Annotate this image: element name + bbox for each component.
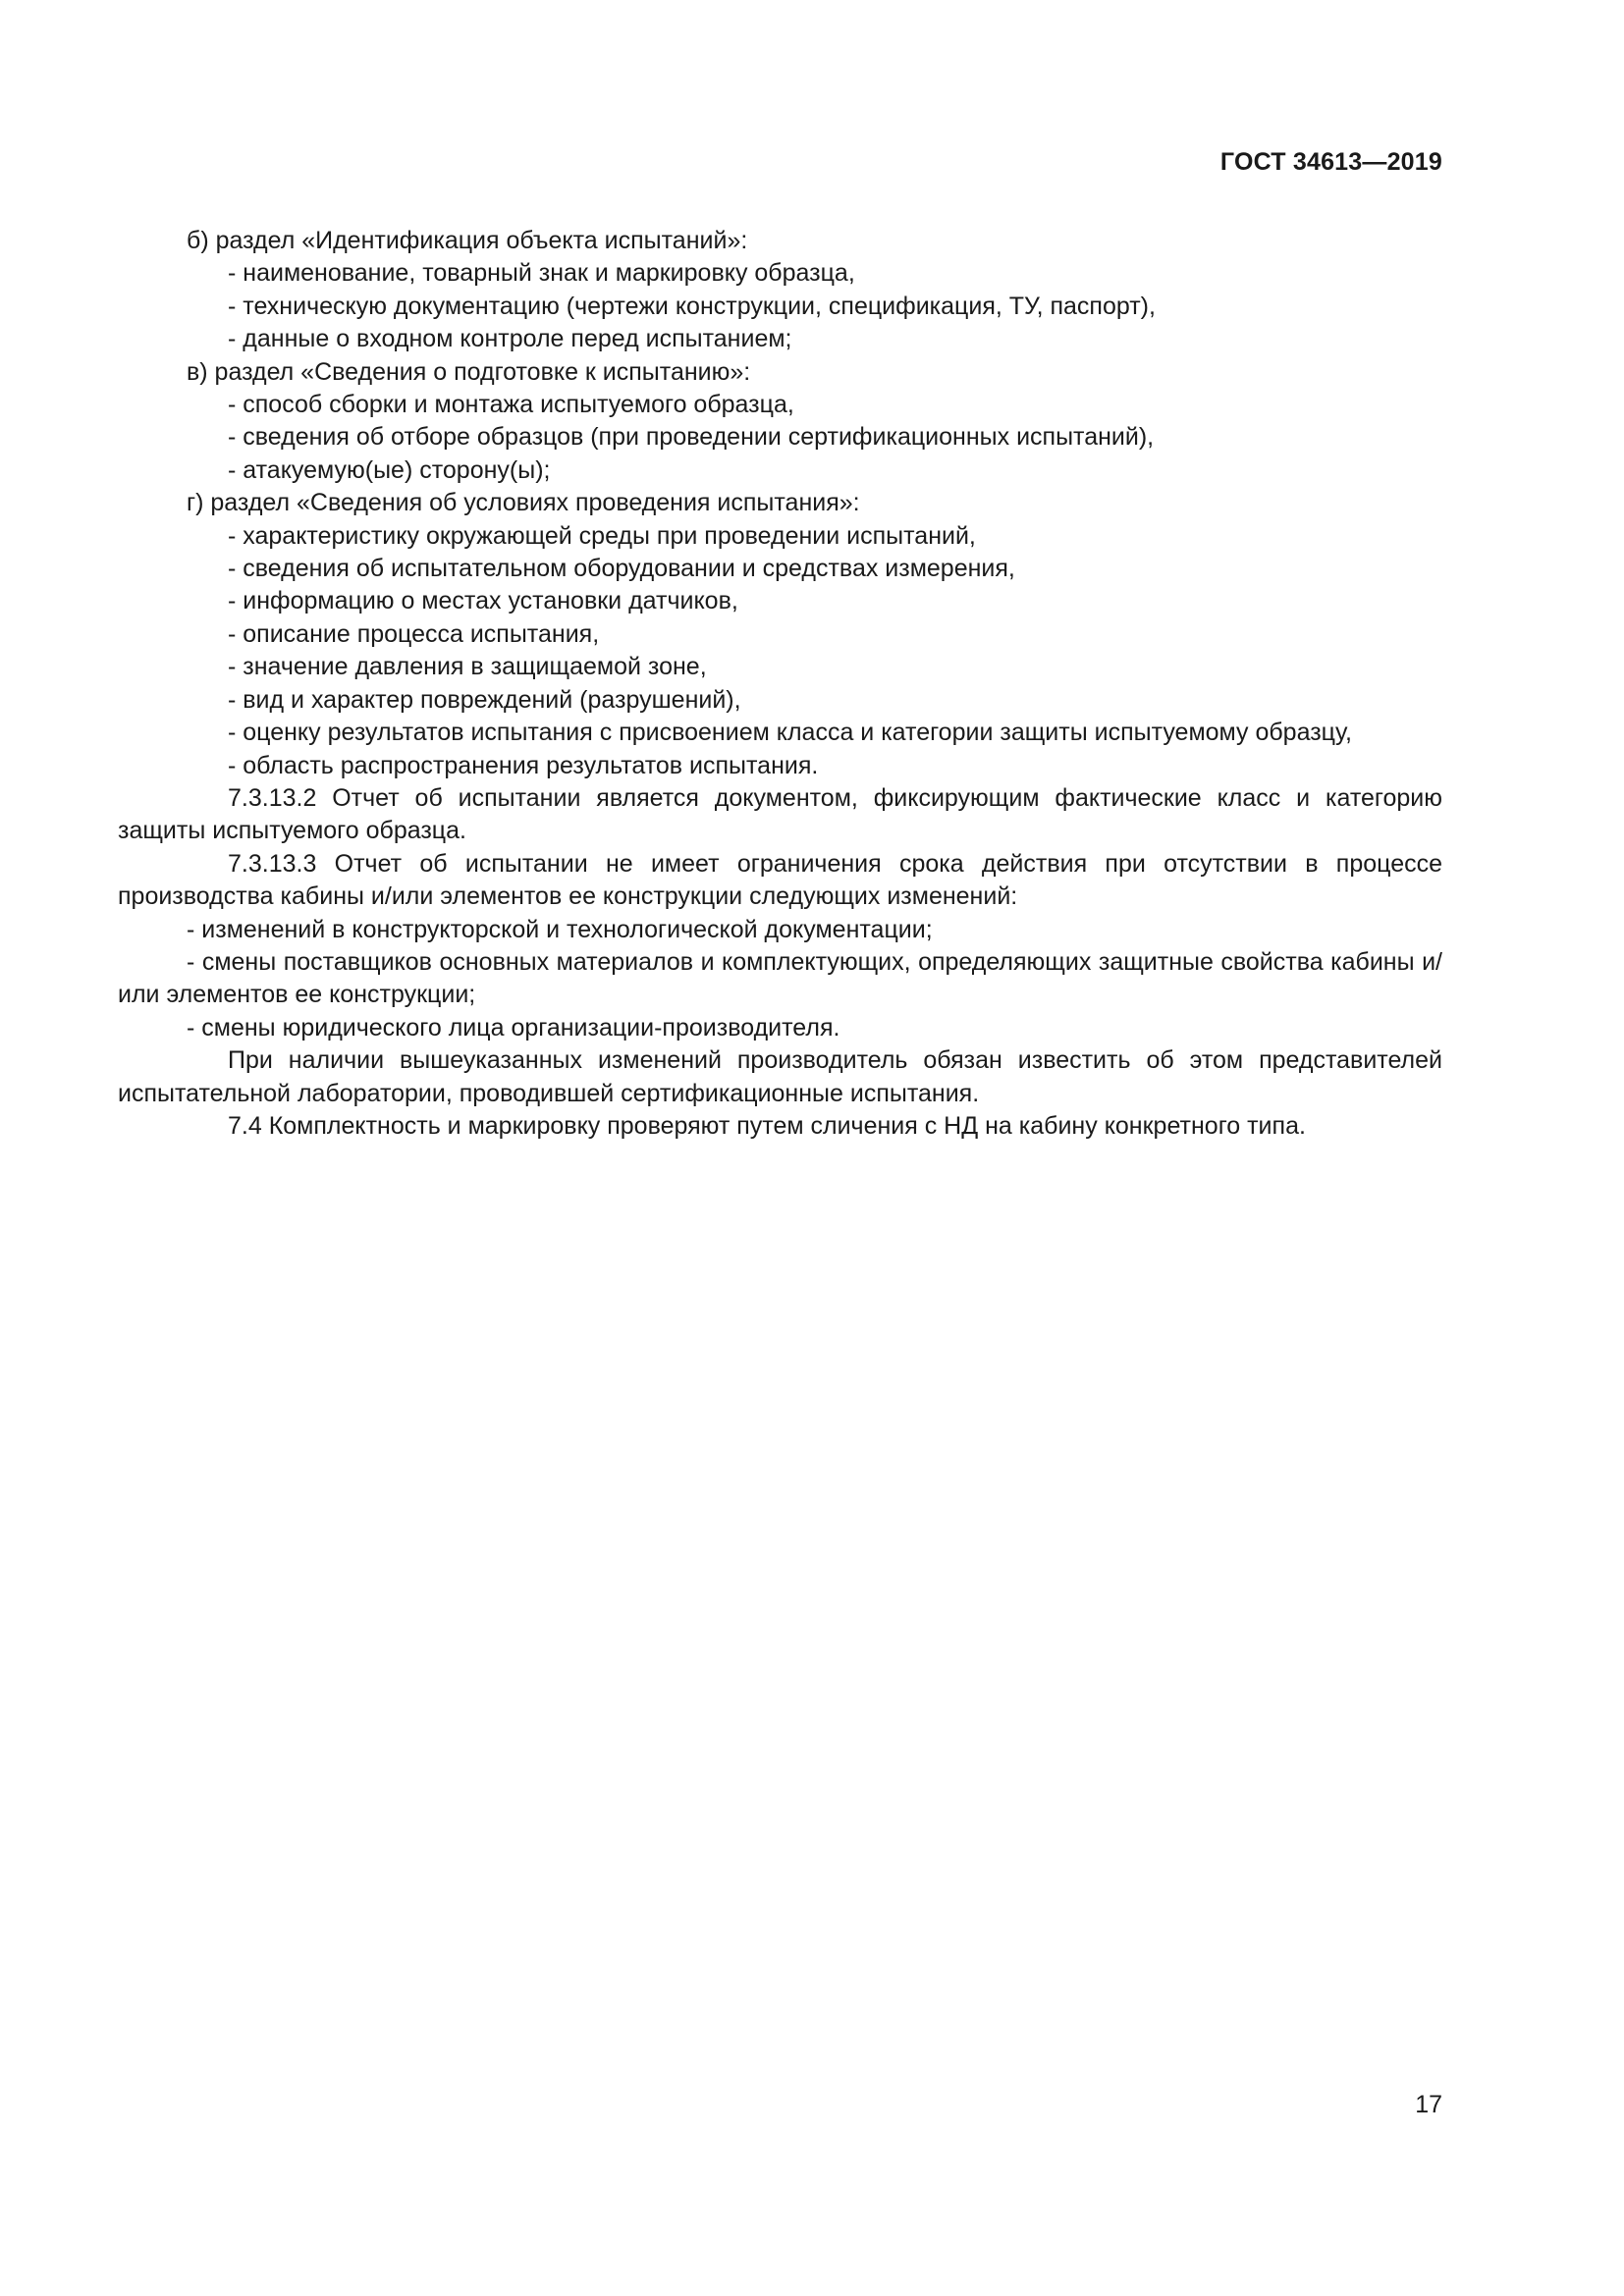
list-item: - характеристику окружающей среды при проведении испытаний, — [228, 521, 976, 550]
change-item: - изменений в конструкторской и технологической документации; — [187, 915, 933, 943]
list-item: - наименование, товарный знак и маркировку образца, — [228, 259, 855, 288]
change-item-wrapped: - смены поставщиков основных материалов и комплектующих, определяющих защитные свойства кабины и/или элементов ее конструкции; — [118, 947, 1442, 1009]
paragraph-7-3-13-3: 7.3.13.3 Отчет об испытании не имеет ограничения срока действия при отсутствии в процессе производства кабины и/или элементов ее конструкции следующих изменений: — [118, 849, 1442, 911]
list-item: - данные о входном контроле перед испытанием; — [228, 325, 792, 353]
paragraph-notice: При наличии вышеуказанных изменений производитель обязан известить об этом представителей испытательной лаборатории, проводившей сертификационные испытания. — [118, 1046, 1442, 1107]
list-item: - вид и характер повреждений (разрушений), — [228, 685, 741, 714]
paragraph-7-4: 7.4 Комплектность и маркировку проверяют путем сличения с НД на кабину конкретного типа. — [228, 1111, 1306, 1140]
list-item: - сведения об отборе образцов (при проведении сертификационных испытаний), — [228, 423, 1155, 452]
list-item-wrapped: - оценку результатов испытания с присвоением класса и категории защиты испытуемому образцу, — [228, 719, 1352, 747]
change-item: - смены юридического лица организации-производителя. — [187, 1013, 840, 1041]
list-item: - способ сборки и монтажа испытуемого образца, — [228, 391, 794, 419]
list-item: - значение давления в защищаемой зоне, — [228, 653, 707, 681]
list-item: - техническую документацию (чертежи конструкции, спецификация, ТУ, паспорт), — [228, 292, 1156, 320]
paragraph-7-3-13-2: 7.3.13.2 Отчет об испытании является документом, фиксирующим фактические класс и категорию защиты испытуемого образца. — [118, 783, 1442, 845]
list-item: - информацию о местах установки датчиков, — [228, 587, 738, 615]
list-item: - описание процесса испытания, — [228, 619, 600, 648]
list-item: - сведения об испытательном оборудовании и средствах измерения, — [228, 555, 1015, 583]
section-b-heading: б) раздел «Идентификация объекта испытаний»: — [187, 227, 748, 254]
section-v-heading: в) раздел «Сведения о подготовке к испытанию»: — [187, 357, 751, 386]
list-item: - область распространения результатов испытания. — [228, 751, 819, 779]
page-body — [118, 225, 1442, 1143]
section-g-heading: г) раздел «Сведения об условиях проведения испытания»: — [187, 489, 860, 517]
list-item: - атакуемую(ые) сторону(ы); — [228, 455, 551, 484]
document-standard-number: ГОСТ 34613—2019 — [1219, 148, 1442, 176]
page-number: 17 — [1415, 2091, 1442, 2118]
